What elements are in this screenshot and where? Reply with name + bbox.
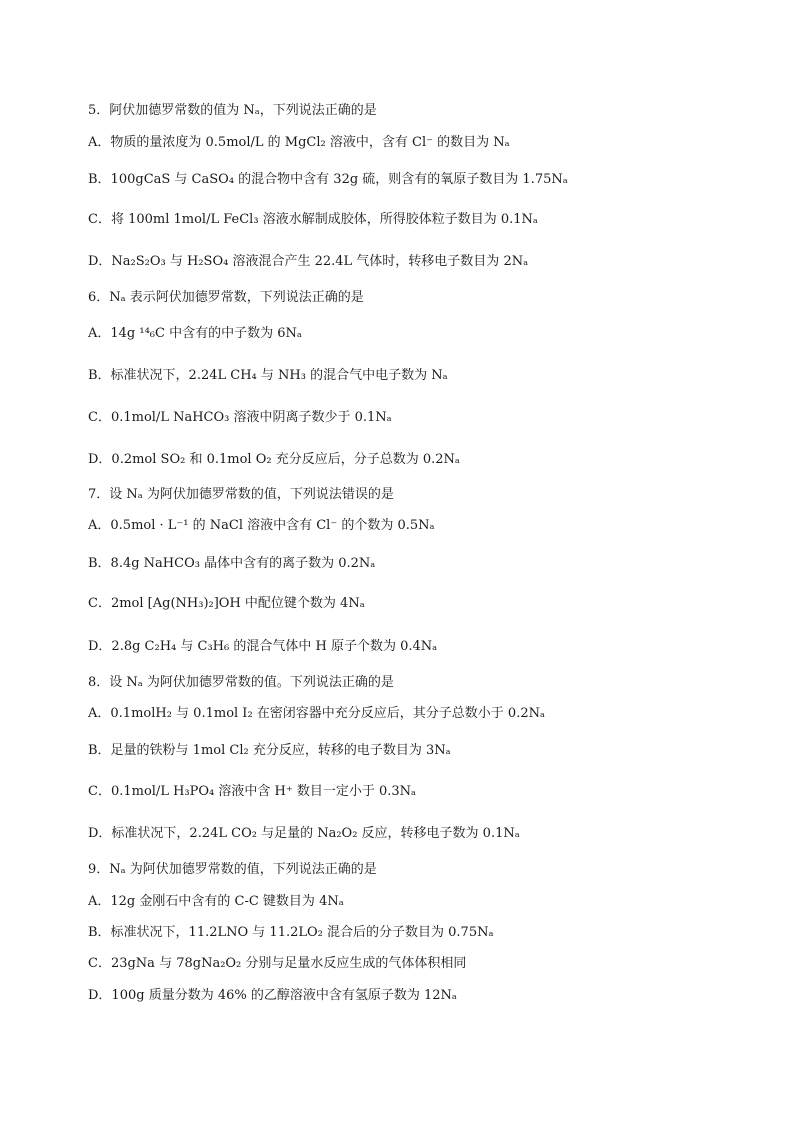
question-8-option-a: A．0.1molH₂ 与 0.1mol I₂ 在密闭容器中充分反应后，其分子总数小于 0.2Nₐ (88, 706, 545, 721)
question-7-option-a: A．0.5mol · L⁻¹ 的 NaCl 溶液中含有 Cl⁻ 的个数为 0.5Nₐ (88, 518, 435, 533)
question-9-option-c: C．23gNa 与 78gNa₂O₂ 分别与足量水反应生成的气体体积相同 (88, 956, 467, 971)
question-6-option-a: A．14g ¹⁴₆C 中含有的中子数为 6Nₐ (88, 326, 302, 341)
question-7-option-b: B．8.4g NaHCO₃ 晶体中含有的离子数为 0.2Nₐ (88, 556, 376, 571)
question-7-option-c: C．2mol [Ag(NH₃)₂]OH 中配位键个数为 4Nₐ (88, 596, 365, 611)
question-5-option-a: A．物质的量浓度为 0.5mol/L 的 MgCl₂ 溶液中，含有 Cl⁻ 的数目为 Nₐ (88, 135, 510, 150)
question-6-option-b: B．标准状况下，2.24L CH₄ 与 NH₃ 的混合气中电子数为 Nₐ (88, 368, 448, 383)
question-9-stem: 9．Nₐ 为阿伏加德罗常数的值，下列说法正确的是 (88, 862, 377, 877)
question-5-option-d: D．Na₂S₂O₃ 与 H₂SO₄ 溶液混合产生 22.4L 气体时，转移电子数目为 2Nₐ (88, 254, 529, 269)
question-8-option-c: C．0.1mol/L H₃PO₄ 溶液中含 H⁺ 数目一定小于 0.3Nₐ (88, 784, 417, 799)
question-5-option-c: C．将 100ml 1mol/L FeCl₃ 溶液水解制成胶体，所得胶体粒子数目为 0.1Nₐ (88, 212, 538, 227)
question-8-stem: 8．设 Nₐ 为阿伏加德罗常数的值。下列说法正确的是 (88, 675, 394, 690)
question-9-option-a: A．12g 金刚石中含有的 C-C 键数目为 4Nₐ (88, 894, 344, 909)
question-9-option-b: B．标准状况下，11.2LNO 与 11.2LO₂ 混合后的分子数目为 0.75Nₐ (88, 925, 494, 940)
question-5-option-b: B．100gCaS 与 CaSO₄ 的混合物中含有 32g 硫，则含有的氧原子数目为 1.75Nₐ (88, 172, 568, 187)
question-7-option-d: D．2.8g C₂H₄ 与 C₃H₆ 的混合气体中 H 原子个数为 0.4Nₐ (88, 639, 438, 654)
question-8-option-b: B．足量的铁粉与 1mol Cl₂ 充分反应，转移的电子数目为 3Nₐ (88, 743, 451, 758)
question-6-stem: 6．Nₐ 表示阿伏加德罗常数，下列说法正确的是 (88, 290, 364, 305)
question-6-option-d: D．0.2mol SO₂ 和 0.1mol O₂ 充分反应后，分子总数为 0.2Nₐ (88, 452, 460, 467)
question-5-stem: 5．阿伏加德罗常数的值为 Nₐ，下列说法正确的是 (88, 103, 377, 118)
question-6-option-c: C．0.1mol/L NaHCO₃ 溶液中阴离子数少于 0.1Nₐ (88, 410, 392, 425)
question-8-option-d: D．标准状况下，2.24L CO₂ 与足量的 Na₂O₂ 反应，转移电子数为 0.1Nₐ (88, 826, 520, 841)
question-7-stem: 7．设 Nₐ 为阿伏加德罗常数的值，下列说法错误的是 (88, 487, 394, 502)
question-9-option-d: D．100g 质量分数为 46% 的乙醇溶液中含有氢原子数为 12Nₐ (88, 988, 457, 1003)
